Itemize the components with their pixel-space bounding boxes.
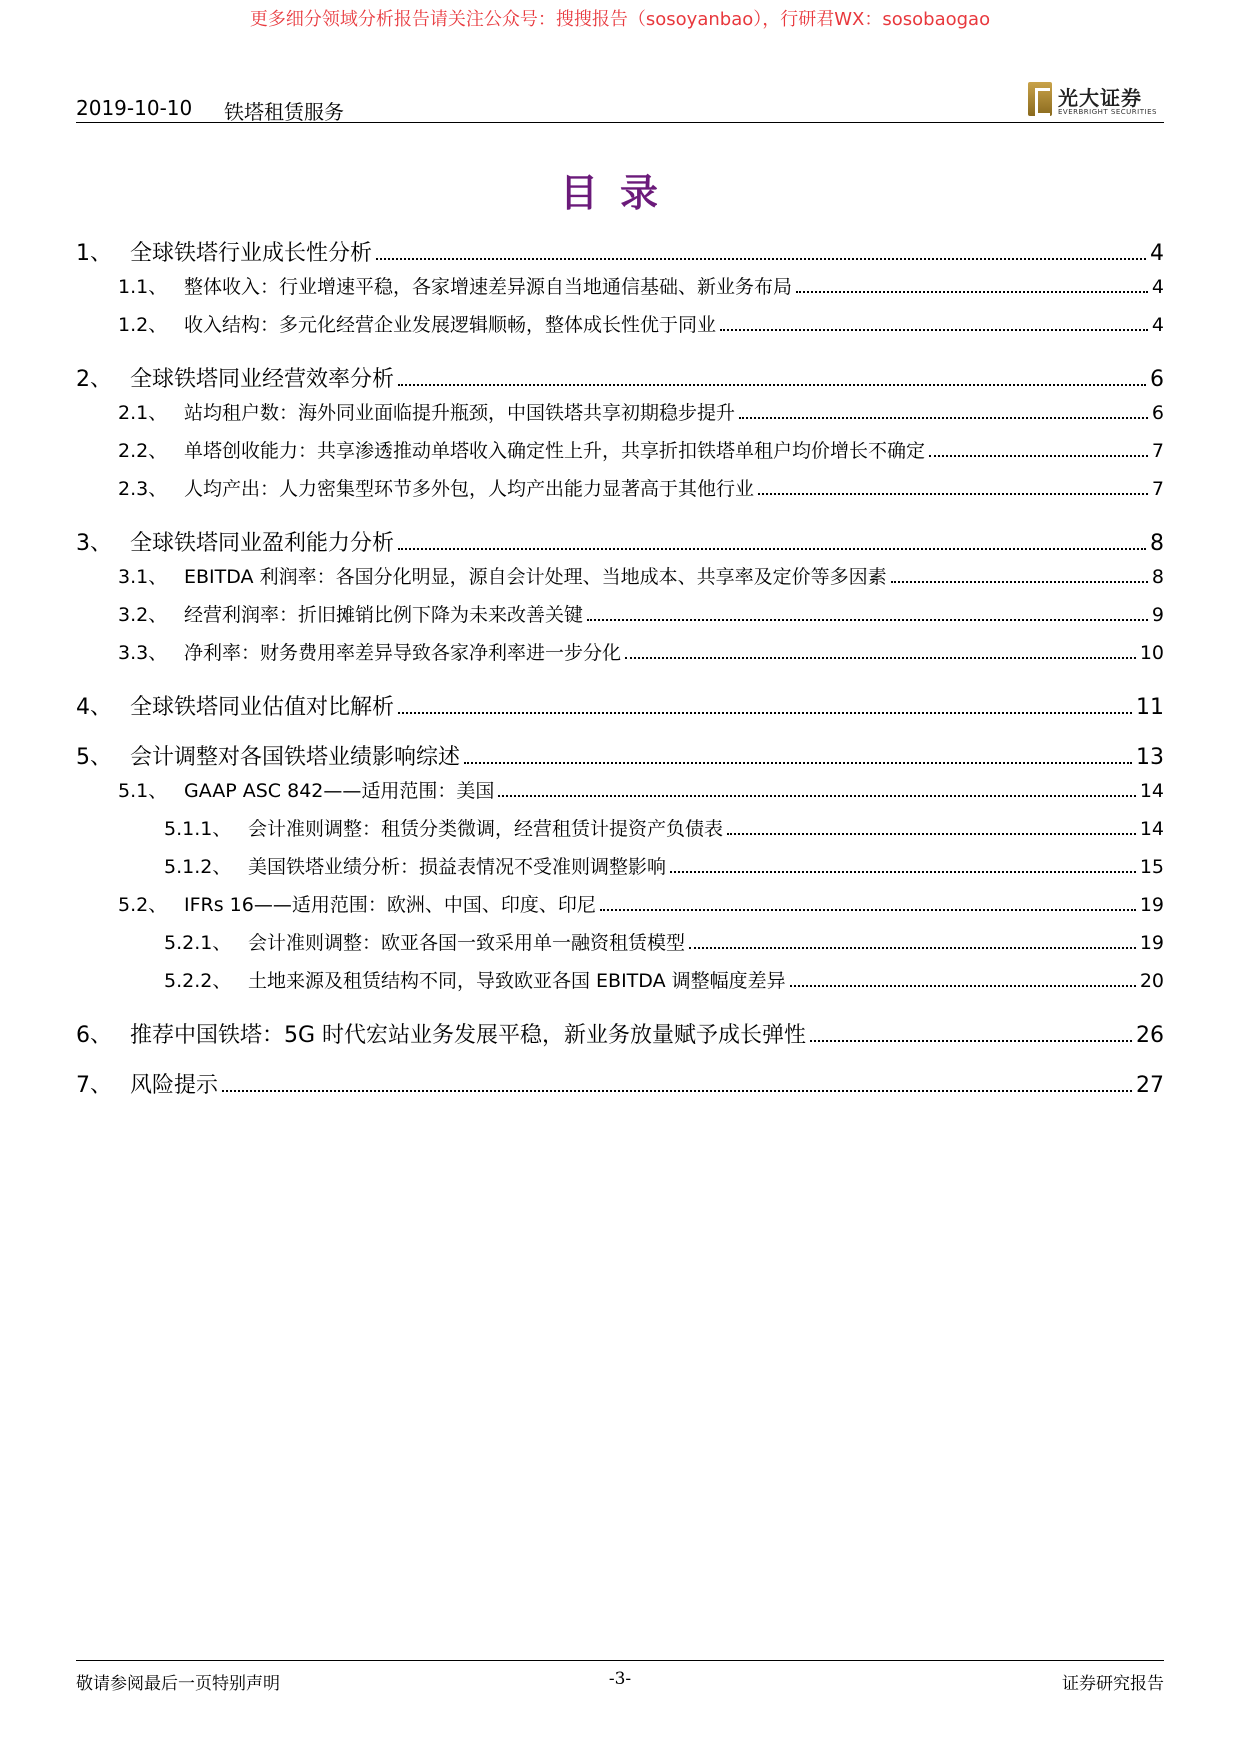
toc-entry-title: 全球铁塔行业成长性分析 (130, 241, 373, 266)
toc-dot-leader (810, 1040, 1132, 1042)
watermark-text: 更多细分领域分析报告请关注公众号：搜搜报告（sosoyanbao），行研君WX：sosobaogao (249, 9, 991, 30)
toc-entry-number: 3.1、 (118, 566, 168, 588)
toc-entry[interactable] (76, 310, 1164, 348)
toc-entry-number: 3.3、 (118, 642, 168, 664)
toc-entry-number: 2.3、 (118, 478, 168, 500)
toc-entry-title: IFRs 16——适用范围：欧洲、中国、印度、印尼 (184, 894, 596, 916)
toc-entry[interactable] (76, 1068, 1164, 1104)
toc-entry-number: 5.2、 (118, 894, 168, 916)
toc-dot-leader (739, 417, 1148, 419)
toc-entry-title: 风险提示 (130, 1073, 219, 1098)
toc-entry-page: 4 (1150, 241, 1164, 266)
toc-heading: 目录 (559, 170, 680, 215)
toc-dot-leader (929, 455, 1148, 457)
toc-entry-page: 11 (1136, 695, 1164, 720)
toc-entry-title: 会计准则调整：租赁分类微调，经营租赁计提资产负债表 (248, 818, 724, 840)
toc-entry[interactable] (76, 814, 1164, 852)
toc-entry-number: 3、 (76, 531, 112, 556)
toc-dot-leader (398, 548, 1146, 550)
toc-entry-title: 土地来源及租赁结构不同，导致欧亚各国 EBITDA 调整幅度差异 (248, 970, 786, 992)
toc-entry-number: 5.2.1、 (164, 932, 232, 954)
toc-entry[interactable] (76, 398, 1164, 436)
toc-dot-leader (689, 947, 1136, 949)
toc-entry[interactable] (76, 890, 1164, 928)
brand-logo (1028, 80, 1164, 120)
toc-entry-page: 4 (1151, 314, 1164, 336)
page-header (76, 84, 1164, 123)
toc-entry[interactable] (76, 928, 1164, 966)
toc-dot-leader (727, 833, 1136, 835)
toc-dot-leader (758, 493, 1148, 495)
toc-dot-leader (790, 985, 1136, 987)
toc-dot-leader (600, 909, 1136, 911)
toc-entry-title: 会计准则调整：欧亚各国一致采用单一融资租赁模型 (248, 932, 686, 954)
toc-entry-page: 14 (1139, 780, 1164, 802)
toc-entry-number: 2.2、 (118, 440, 168, 462)
toc-entry-title: EBITDA 利润率：各国分化明显，源自会计处理、当地成本、共享率及定价等多因素 (184, 566, 887, 588)
toc-entry-number: 1、 (76, 241, 112, 266)
toc-entry-title: 全球铁塔同业估值对比解析 (130, 695, 395, 720)
header-topic: 铁塔租赁服务 (224, 100, 344, 124)
toc-dot-leader (376, 258, 1146, 260)
toc-entry-title: 人均产出：人力密集型环节多外包，人均产出能力显著高于其他行业 (184, 478, 755, 500)
toc-entry[interactable] (76, 776, 1164, 814)
toc-entry-title: 站均租户数：海外同业面临提升瓶颈，中国铁塔共享初期稳步提升 (184, 402, 736, 424)
toc-entry-page: 20 (1139, 970, 1164, 992)
toc-entry-number: 2.1、 (118, 402, 168, 424)
toc-entry-page: 19 (1139, 932, 1164, 954)
toc-entry-title: 收入结构：多元化经营企业发展逻辑顺畅，整体成长性优于同业 (184, 314, 717, 336)
toc-entry-title: 全球铁塔同业经营效率分析 (130, 367, 395, 392)
toc-entry-title: 会计调整对各国铁塔业绩影响综述 (130, 745, 461, 770)
toc-entry[interactable] (76, 740, 1164, 776)
toc-entry-page: 13 (1136, 745, 1164, 770)
toc-entry-number: 1.2、 (118, 314, 168, 336)
toc-entry-number: 6、 (76, 1023, 112, 1048)
toc-entry[interactable] (76, 526, 1164, 562)
toc-entry-title: 推荐中国铁塔：5G 时代宏站业务发展平稳，新业务放量赋予成长弹性 (130, 1023, 807, 1048)
toc-entry-page: 26 (1136, 1023, 1164, 1048)
toc-dot-leader (891, 581, 1148, 583)
toc-dot-leader (796, 291, 1148, 293)
toc-entry-title: 全球铁塔同业盈利能力分析 (130, 531, 395, 556)
toc-entry-number: 2、 (76, 367, 112, 392)
toc-entry-page: 14 (1139, 818, 1164, 840)
toc-entry-page: 7 (1151, 440, 1164, 462)
toc-entry-page: 27 (1136, 1073, 1164, 1098)
logo-mark-icon (1028, 82, 1052, 116)
toc-dot-leader (464, 762, 1132, 764)
toc-entry-page: 6 (1151, 402, 1164, 424)
toc-entry-number: 4、 (76, 695, 112, 720)
toc-entry-page: 9 (1151, 604, 1164, 626)
toc-entry-number: 5.1.2、 (164, 856, 232, 878)
footer-disclaimer: 敬请参阅最后一页特别声明 (76, 1674, 280, 1694)
toc-entry[interactable] (76, 362, 1164, 398)
toc-entry-title: 美国铁塔业绩分析：损益表情况不受准则调整影响 (248, 856, 667, 878)
header-date: 2019-10-10 (76, 96, 193, 120)
page-footer (76, 1660, 1164, 1701)
toc-dot-leader (587, 619, 1148, 621)
toc-entry[interactable] (76, 1018, 1164, 1054)
toc-entry[interactable] (76, 852, 1164, 890)
toc-entry-page: 8 (1151, 566, 1164, 588)
toc-entry-number: 1.1、 (118, 276, 168, 298)
footer-doc-type: 证券研究报告 (1062, 1674, 1164, 1694)
toc-entry-title: 单塔创收能力：共享渗透推动单塔收入确定性上升，共享折扣铁塔单租户均价增长不确定 (184, 440, 926, 462)
toc-dot-leader (398, 712, 1132, 714)
toc-entry-page: 4 (1151, 276, 1164, 298)
toc-dot-leader (398, 384, 1146, 386)
toc-entry[interactable] (76, 690, 1164, 726)
toc-dot-leader (625, 657, 1136, 659)
toc-entry-number: 7、 (76, 1073, 112, 1098)
toc-entry-page: 15 (1139, 856, 1164, 878)
toc-entry-page: 7 (1151, 478, 1164, 500)
toc-dot-leader (670, 871, 1136, 873)
table-of-contents (76, 236, 1164, 1104)
toc-entry[interactable] (76, 966, 1164, 1004)
logo-name-en: EVERBRIGHT SECURITIES (1058, 108, 1157, 116)
page-number: -3- (608, 1669, 632, 1689)
toc-entry-number: 5、 (76, 745, 112, 770)
toc-entry[interactable] (76, 436, 1164, 474)
toc-entry[interactable] (76, 600, 1164, 638)
toc-entry-title: 经营利润率：折旧摊销比例下降为未来改善关键 (184, 604, 584, 626)
toc-entry-page: 10 (1139, 642, 1164, 664)
toc-entry-page: 19 (1139, 894, 1164, 916)
toc-entry[interactable] (76, 562, 1164, 600)
toc-entry[interactable] (76, 474, 1164, 512)
toc-entry-number: 5.1、 (118, 780, 168, 802)
toc-entry-page: 6 (1150, 367, 1164, 392)
toc-entry-title: GAAP ASC 842——适用范围：美国 (184, 780, 495, 802)
toc-entry[interactable] (76, 236, 1164, 272)
toc-entry-number: 3.2、 (118, 604, 168, 626)
toc-entry-page: 8 (1150, 531, 1164, 556)
toc-entry-number: 5.1.1、 (164, 818, 232, 840)
toc-entry-number: 5.2.2、 (164, 970, 232, 992)
toc-entry[interactable] (76, 638, 1164, 676)
toc-dot-leader (720, 329, 1148, 331)
toc-dot-leader (498, 795, 1135, 797)
logo-name-cn: 光大证券 (1058, 86, 1142, 110)
toc-entry-title: 整体收入：行业增速平稳，各家增速差异源自当地通信基础、新业务布局 (184, 276, 793, 298)
toc-entry[interactable] (76, 272, 1164, 310)
toc-entry-title: 净利率：财务费用率差异导致各家净利率进一步分化 (184, 642, 622, 664)
toc-dot-leader (222, 1090, 1132, 1092)
